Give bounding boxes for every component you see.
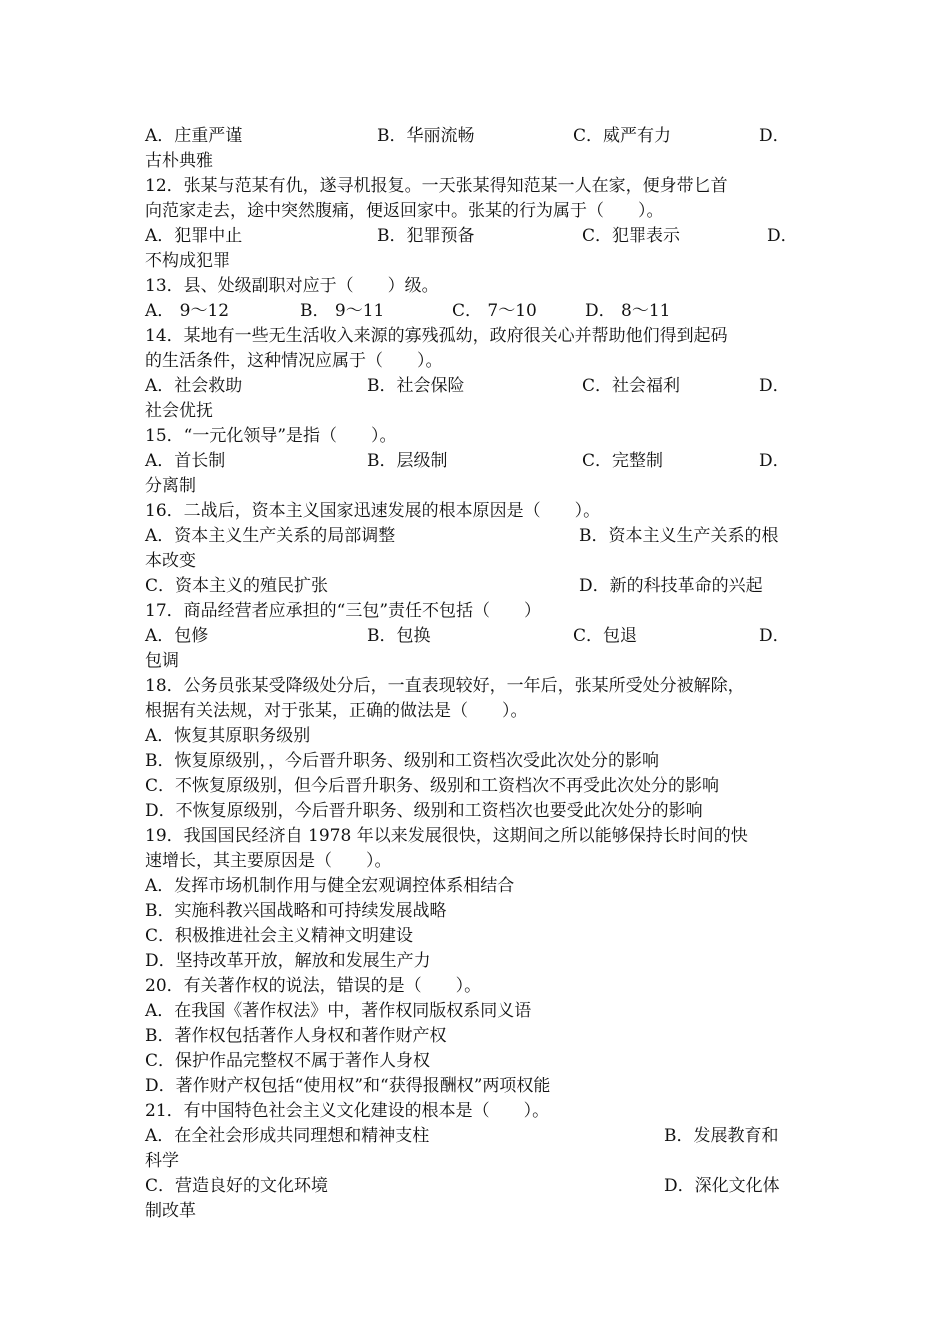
text-line [145,874,815,899]
text-segment: C．不恢复原级别，但今后晋升职务、级别和工资档次不再受此次处分的影响 [145,776,720,796]
answer-option: D． [759,626,790,646]
answer-option: A．包修 [145,626,209,646]
text-segment: 根据有关法规，对于张某，正确的做法是（ ）。 [145,701,528,721]
text-line [145,349,815,374]
text-segment: C．保护作品完整权不属于著作人身权 [145,1051,431,1071]
answer-option: A．在全社会形成共同理想和精神支柱 [145,1126,430,1146]
answer-option: C．完整制 [582,451,664,471]
answer-option: B．华丽流畅 [377,126,475,146]
text-line [145,974,815,999]
text-segment: 13．县、处级副职对应于（ ）级。 [145,276,439,296]
text-segment: 15．“一元化领导”是指（ ）。 [145,426,397,446]
text-segment: 21．有中国特色社会主义文化建设的根本是（ ）。 [145,1101,550,1121]
text-line [145,799,815,824]
text-line [145,749,815,774]
text-line [145,374,815,399]
text-line [145,724,815,749]
answer-option: B．发展教育和 [664,1126,779,1146]
answer-option: A． 9～12 [145,301,230,321]
text-segment: 包调 [145,651,179,671]
text-segment: A．发挥市场机制作用与健全宏观调控体系相结合 [145,876,515,896]
text-line [145,849,815,874]
text-line [145,1199,815,1224]
text-segment: D．著作财产权包括“使用权”和“获得报酬权”两项权能 [145,1076,551,1096]
text-line [145,474,815,499]
text-line [145,149,815,174]
text-line [145,324,815,349]
answer-option: D． [759,376,790,396]
text-line [145,1049,815,1074]
text-segment: 18．公务员张某受降级处分后，一直表现较好，一年后，张某所受处分被解除， [145,676,745,696]
answer-option: C．资本主义的殖民扩张 [145,576,329,596]
answer-option: D．深化文化体 [664,1176,780,1196]
answer-option: B．层级制 [367,451,448,471]
answer-option: B．社会保险 [367,376,465,396]
text-segment: 14．某地有一些无生活收入来源的寡残孤幼，政府很关心并帮助他们得到起码 [145,326,728,346]
answer-option: D． [759,451,790,471]
text-line [145,549,815,574]
text-segment: 古朴典雅 [145,151,213,171]
text-line [145,1074,815,1099]
text-segment: 速增长，其主要原因是（ ）。 [145,851,392,871]
answer-option: C． 7～10 [452,301,537,321]
text-line [145,399,815,424]
exam-page [145,124,815,1224]
answer-option: D． 8～11 [585,301,671,321]
text-line [145,774,815,799]
text-line [145,824,815,849]
text-segment: B．恢复原级别，，今后晋升职务、级别和工资档次受此次处分的影响 [145,751,659,771]
text-line [145,1099,815,1124]
answer-option: A．首长制 [145,451,226,471]
text-segment: B．实施科教兴国战略和可持续发展战略 [145,901,447,921]
text-line [145,674,815,699]
text-segment: C．积极推进社会主义精神文明建设 [145,926,414,946]
text-segment: A．在我国《著作权法》中，著作权同版权系同义语 [145,1001,532,1021]
answer-option: B． 9～11 [300,301,385,321]
text-segment: 16．二战后，资本主义国家迅速发展的根本原因是（ ）。 [145,501,601,521]
text-segment: 不构成犯罪 [145,251,230,271]
text-line [145,124,815,149]
text-line [145,1124,815,1149]
text-segment: 社会优抚 [145,401,213,421]
text-segment: 的生活条件，这种情况应属于（ ）。 [145,351,443,371]
answer-option: B．犯罪预备 [377,226,475,246]
text-line [145,449,815,474]
text-line [145,224,815,249]
text-line [145,599,815,624]
answer-option: A．社会救助 [145,376,243,396]
text-segment: 17．商品经营者应承担的“三包”责任不包括（ ） [145,601,542,621]
text-line [145,1024,815,1049]
answer-option: D． [767,226,798,246]
text-line [145,649,815,674]
answer-option: A．资本主义生产关系的局部调整 [145,526,396,546]
text-line [145,274,815,299]
answer-option: D．新的科技革命的兴起 [579,576,763,596]
text-line [145,499,815,524]
answer-option: B．包换 [367,626,431,646]
text-line [145,524,815,549]
text-segment: 19．我国国民经济自 1978 年以来发展很快，这期间之所以能够保持长时间的快 [145,826,748,846]
answer-option: C．营造良好的文化环境 [145,1176,329,1196]
text-segment: B．著作权包括著作人身权和著作财产权 [145,1026,447,1046]
text-segment: A．恢复其原职务级别 [145,726,311,746]
text-line [145,899,815,924]
text-segment: 向范家走去，途中突然腹痛，便返回家中。张某的行为属于（ ）。 [145,201,664,221]
text-line [145,174,815,199]
text-segment: 本改变 [145,551,196,571]
text-segment: D．坚持改革开放，解放和发展生产力 [145,951,431,971]
answer-option: A．犯罪中止 [145,226,243,246]
text-segment: 分离制 [145,476,196,496]
text-line [145,624,815,649]
text-line [145,249,815,274]
text-segment: 12．张某与范某有仇，遂寻机报复。一天张某得知范某一人在家，便身带匕首 [145,176,728,196]
answer-option: B．资本主义生产关系的根 [579,526,779,546]
text-line [145,574,815,599]
text-line [145,199,815,224]
text-line [145,424,815,449]
text-line [145,949,815,974]
answer-option: C．社会福利 [582,376,681,396]
text-segment: 科学 [145,1151,179,1171]
text-line [145,924,815,949]
answer-option: A．庄重严谨 [145,126,243,146]
text-line [145,1174,815,1199]
answer-option: C．威严有力 [573,126,672,146]
text-segment: 制改革 [145,1201,196,1221]
text-segment: 20．有关著作权的说法，错误的是（ ）。 [145,976,482,996]
text-line [145,699,815,724]
text-line [145,999,815,1024]
text-line [145,1149,815,1174]
text-line [145,299,815,324]
answer-option: C．犯罪表示 [582,226,681,246]
text-segment: D．不恢复原级别，今后晋升职务、级别和工资档次也要受此次处分的影响 [145,801,703,821]
answer-option: C．包退 [573,626,638,646]
answer-option: D． [759,126,790,146]
